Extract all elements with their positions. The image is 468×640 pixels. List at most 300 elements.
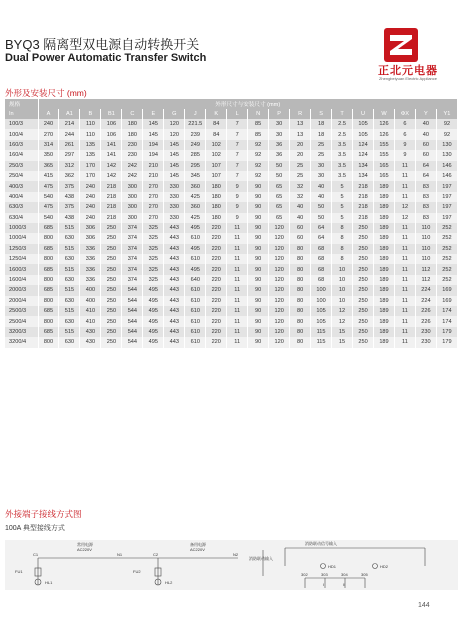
table-cell: 270	[143, 181, 164, 191]
table-cell: 25	[311, 140, 332, 150]
table-cell: 110	[415, 244, 436, 254]
table-cell: 12	[394, 202, 415, 212]
table-cell: 220	[206, 275, 227, 285]
spec-cell: 100/4	[5, 129, 38, 139]
table-cell: 5	[332, 202, 353, 212]
table-cell: 141	[101, 140, 122, 150]
table-row	[5, 233, 458, 243]
table-cell: 180	[206, 213, 227, 223]
table-cell: 145	[143, 119, 164, 129]
table-cell: 11	[227, 254, 248, 264]
table-cell: 30	[311, 171, 332, 181]
table-cell: 189	[374, 213, 395, 223]
table-cell: 685	[38, 244, 59, 254]
table-cell: 685	[38, 264, 59, 274]
table-cell: 226	[415, 316, 436, 326]
table-cell: 360	[185, 202, 206, 212]
table-cell: 155	[374, 150, 395, 160]
page-subtitle: Dual Power Automatic Transfer Switch	[5, 52, 207, 64]
table-cell: 214	[59, 119, 80, 129]
table-cell: 12	[332, 306, 353, 316]
table-cell: 40	[311, 181, 332, 191]
table-cell: 112	[415, 275, 436, 285]
table-cell: 105	[311, 316, 332, 326]
table-cell: 120	[269, 254, 290, 264]
table-cell: 83	[415, 192, 436, 202]
table-cell: 120	[269, 316, 290, 326]
terminal-302: 302	[301, 572, 308, 577]
table-cell: 145	[143, 129, 164, 139]
table-cell: 90	[248, 254, 269, 264]
table-cell: 135	[80, 140, 101, 150]
table-cell: 630	[59, 233, 80, 243]
table-cell: 400	[80, 296, 101, 306]
table-cell: 120	[269, 327, 290, 337]
column-header: W	[374, 109, 395, 119]
table-cell: 252	[436, 233, 457, 243]
table-cell: 630	[59, 275, 80, 285]
table-cell: 11	[227, 296, 248, 306]
table-cell: 374	[122, 223, 143, 233]
spec-cell: 3200/3	[5, 327, 38, 337]
table-cell: 90	[248, 306, 269, 316]
table-cell: 135	[80, 150, 101, 160]
table-cell: 80	[290, 275, 311, 285]
table-cell: 374	[122, 264, 143, 274]
table-cell: 105	[311, 306, 332, 316]
table-cell: 800	[38, 254, 59, 264]
table-cell: 438	[59, 213, 80, 223]
table-row	[5, 202, 458, 212]
column-header: C	[122, 109, 143, 119]
table-cell: 90	[248, 213, 269, 223]
table-cell: 250	[353, 285, 374, 295]
table-cell: 32	[290, 192, 311, 202]
table-cell: 80	[290, 296, 311, 306]
table-cell: 250	[353, 337, 374, 347]
table-cell: 224	[415, 296, 436, 306]
table-cell: 210	[143, 161, 164, 171]
table-cell: 11	[394, 233, 415, 243]
table-cell: 15	[332, 327, 353, 337]
table-cell: 194	[143, 140, 164, 150]
table-cell: 65	[269, 181, 290, 191]
column-header: P	[269, 109, 290, 119]
spec-cell: 630/4	[5, 213, 38, 223]
table-cell: 197	[436, 202, 457, 212]
table-row	[5, 316, 458, 326]
table-cell: 244	[59, 129, 80, 139]
table-cell: 218	[353, 192, 374, 202]
table-cell: 252	[436, 275, 457, 285]
table-cell: 425	[185, 213, 206, 223]
table-cell: 11	[394, 171, 415, 181]
table-cell: 410	[80, 306, 101, 316]
table-cell: 218	[353, 213, 374, 223]
table-cell: 102	[206, 150, 227, 160]
table-cell: 443	[164, 275, 185, 285]
table-cell: 610	[185, 296, 206, 306]
table-cell: 120	[164, 119, 185, 129]
column-header: T	[332, 109, 353, 119]
table-cell: 90	[248, 181, 269, 191]
table-cell: 134	[353, 171, 374, 181]
table-cell: 60	[415, 140, 436, 150]
table-cell: 221.5	[185, 119, 206, 129]
terminal-n2: N2	[233, 552, 239, 557]
table-cell: 610	[185, 337, 206, 347]
table-cell: 685	[38, 223, 59, 233]
spec-cell: 2000/3	[5, 285, 38, 295]
table-cell: 8	[332, 223, 353, 233]
logo-name-cn: 正北元电器	[378, 65, 438, 77]
table-cell: 610	[185, 306, 206, 316]
table-cell: 7	[227, 171, 248, 181]
column-header: S	[311, 109, 332, 119]
table-cell: 800	[38, 337, 59, 347]
table-cell: 475	[38, 181, 59, 191]
table-cell: 443	[164, 296, 185, 306]
table-cell: 11	[394, 327, 415, 337]
table-cell: 40	[290, 202, 311, 212]
table-cell: 295	[185, 161, 206, 171]
table-cell: 5	[332, 181, 353, 191]
spec-cell: 250/3	[5, 161, 38, 171]
table-cell: 218	[101, 181, 122, 191]
table-cell: 495	[143, 285, 164, 295]
table-cell: 11	[394, 244, 415, 254]
table-cell: 495	[185, 264, 206, 274]
column-header: N	[248, 109, 269, 119]
table-cell: 495	[143, 316, 164, 326]
dims-group-header: 外形尺寸与安装尺寸 (mm)	[38, 99, 458, 109]
table-cell: 374	[122, 233, 143, 243]
table-cell: 242	[122, 171, 143, 181]
table-cell: 336	[80, 254, 101, 264]
table-cell: 242	[122, 161, 143, 171]
table-cell: 11	[394, 296, 415, 306]
table-cell: 30	[269, 129, 290, 139]
table-cell: 250	[353, 244, 374, 254]
spec-cell: 160/3	[5, 140, 38, 150]
table-cell: 336	[80, 275, 101, 285]
table-cell: 250	[353, 306, 374, 316]
table-cell: 630	[59, 254, 80, 264]
table-row	[5, 223, 458, 233]
table-cell: 252	[436, 223, 457, 233]
table-cell: 11	[227, 275, 248, 285]
table-cell: 220	[206, 264, 227, 274]
lamp-hl2: HL2	[165, 580, 173, 585]
table-cell: 9	[394, 150, 415, 160]
table-cell: 174	[436, 306, 457, 316]
table-cell: 60	[415, 150, 436, 160]
table-cell: 65	[269, 213, 290, 223]
table-cell: 106	[101, 129, 122, 139]
column-header: B	[80, 109, 101, 119]
table-cell: 220	[206, 285, 227, 295]
table-cell: 252	[436, 244, 457, 254]
terminal-mark-i: I	[323, 582, 325, 587]
fire-input-vertical-label: 消防联动输入	[249, 556, 273, 561]
table-cell: 218	[101, 192, 122, 202]
table-cell: 11	[394, 223, 415, 233]
terminal-304: 304	[341, 572, 348, 577]
table-cell: 40	[415, 129, 436, 139]
table-cell: 189	[374, 244, 395, 254]
table-cell: 270	[38, 129, 59, 139]
zbyd-logo-mark-icon	[384, 28, 418, 62]
table-cell: 685	[38, 306, 59, 316]
table-cell: 189	[374, 181, 395, 191]
table-cell: 130	[436, 150, 457, 160]
table-cell: 250	[353, 316, 374, 326]
table-cell: 9	[227, 213, 248, 223]
table-cell: 11	[227, 233, 248, 243]
table-cell: 240	[80, 213, 101, 223]
spec-cell: 1250/3	[5, 244, 38, 254]
wiring-diagram	[5, 540, 458, 590]
spec-cell: 2000/4	[5, 296, 38, 306]
table-cell: 220	[206, 223, 227, 233]
table-cell: 141	[101, 150, 122, 160]
table-cell: 68	[311, 264, 332, 274]
table-cell: 544	[122, 316, 143, 326]
table-cell: 415	[38, 171, 59, 181]
table-cell: 261	[59, 140, 80, 150]
table-cell: 443	[164, 254, 185, 264]
column-header: A1	[59, 109, 80, 119]
table-cell: 189	[374, 264, 395, 274]
table-cell: 179	[436, 337, 457, 347]
table-cell: 218	[353, 202, 374, 212]
table-cell: 142	[101, 171, 122, 181]
table-cell: 36	[269, 150, 290, 160]
table-cell: 36	[269, 140, 290, 150]
table-cell: 197	[436, 181, 457, 191]
spec-cell: 400/4	[5, 192, 38, 202]
table-cell: 495	[143, 296, 164, 306]
table-cell: 130	[436, 140, 457, 150]
table-cell: 107	[206, 171, 227, 181]
table-cell: 145	[164, 150, 185, 160]
table-cell: 11	[227, 306, 248, 316]
spec-cell: 2500/4	[5, 316, 38, 326]
table-cell: 210	[143, 171, 164, 181]
table-row	[5, 254, 458, 264]
table-cell: 80	[290, 254, 311, 264]
table-cell: 189	[374, 306, 395, 316]
table-cell: 220	[206, 337, 227, 347]
table-cell: 240	[38, 119, 59, 129]
table-cell: 515	[59, 223, 80, 233]
table-cell: 180	[122, 129, 143, 139]
table-cell: 189	[374, 316, 395, 326]
table-cell: 306	[80, 233, 101, 243]
column-header: B1	[101, 109, 122, 119]
table-cell: 250	[101, 244, 122, 254]
table-cell: 60	[290, 223, 311, 233]
table-cell: 92	[436, 129, 457, 139]
table-cell: 10	[332, 264, 353, 274]
lamp-hl1: HL1	[45, 580, 53, 585]
table-row	[5, 181, 458, 191]
section-title-dimensions: 外形及安装尺寸 (mm)	[5, 88, 87, 98]
table-cell: 68	[311, 275, 332, 285]
table-cell: 189	[374, 202, 395, 212]
table-cell: 336	[80, 264, 101, 274]
table-cell: 90	[248, 244, 269, 254]
table-row	[5, 192, 458, 202]
column-header: Y1	[436, 109, 457, 119]
table-cell: 230	[122, 150, 143, 160]
table-cell: 630	[59, 337, 80, 347]
backup-power-label: 备用电源	[190, 542, 206, 547]
table-cell: 250	[101, 327, 122, 337]
table-cell: 430	[80, 327, 101, 337]
table-cell: 306	[80, 223, 101, 233]
wiring-subtitle: 100A 典型接线方式	[5, 525, 65, 532]
table-cell: 120	[269, 296, 290, 306]
table-row	[5, 119, 458, 129]
table-cell: 11	[227, 327, 248, 337]
table-cell: 20	[290, 140, 311, 150]
table-cell: 30	[269, 119, 290, 129]
table-cell: 800	[38, 296, 59, 306]
spec-header: 规格	[5, 99, 38, 109]
table-cell: 11	[394, 316, 415, 326]
table-cell: 9	[227, 181, 248, 191]
table-row	[5, 337, 458, 347]
table-cell: 18	[311, 119, 332, 129]
table-cell: 180	[122, 119, 143, 129]
table-cell: 189	[374, 337, 395, 347]
table-cell: 800	[38, 275, 59, 285]
table-cell: 124	[353, 140, 374, 150]
table-cell: 189	[374, 327, 395, 337]
table-cell: 250	[353, 296, 374, 306]
table-cell: 120	[269, 285, 290, 295]
table-row	[5, 327, 458, 337]
table-cell: 375	[59, 181, 80, 191]
normal-voltage-label: AC220V	[77, 547, 92, 552]
table-cell: 250	[353, 223, 374, 233]
table-cell: 374	[122, 244, 143, 254]
table-cell: 11	[394, 181, 415, 191]
page-number: 144	[418, 602, 430, 609]
table-cell: 65	[269, 192, 290, 202]
table-cell: 189	[374, 233, 395, 243]
table-cell: 250	[101, 223, 122, 233]
table-cell: 220	[206, 316, 227, 326]
table-row	[5, 213, 458, 223]
table-cell: 300	[122, 213, 143, 223]
table-cell: 240	[80, 181, 101, 191]
column-header: Y	[415, 109, 436, 119]
column-header: In	[5, 109, 38, 119]
table-cell: 374	[122, 254, 143, 264]
table-cell: 330	[164, 202, 185, 212]
table-cell: 325	[143, 233, 164, 243]
table-cell: 194	[143, 150, 164, 160]
table-cell: 430	[80, 337, 101, 347]
table-cell: 438	[59, 192, 80, 202]
table-cell: 83	[415, 181, 436, 191]
table-cell: 126	[374, 129, 395, 139]
table-cell: 230	[415, 327, 436, 337]
table-cell: 443	[164, 337, 185, 347]
table-cell: 6	[394, 129, 415, 139]
table-cell: 544	[122, 306, 143, 316]
table-cell: 189	[374, 254, 395, 264]
table-cell: 3.5	[332, 150, 353, 160]
table-cell: 220	[206, 233, 227, 243]
table-cell: 120	[269, 223, 290, 233]
table-cell: 7	[227, 129, 248, 139]
table-cell: 80	[290, 337, 311, 347]
table-cell: 145	[164, 161, 185, 171]
table-cell: 350	[38, 150, 59, 160]
table-cell: 105	[353, 129, 374, 139]
table-cell: 297	[59, 150, 80, 160]
table-cell: 110	[415, 233, 436, 243]
dimensions-table	[5, 99, 458, 348]
table-cell: 92	[248, 150, 269, 160]
table-cell: 64	[311, 233, 332, 243]
column-header: U	[353, 109, 374, 119]
terminal-c1: C1	[33, 552, 39, 557]
brand-logo	[364, 28, 452, 84]
table-cell: 12	[394, 213, 415, 223]
table-cell: 610	[185, 316, 206, 326]
table-cell: 64	[415, 171, 436, 181]
table-cell: 68	[311, 254, 332, 264]
table-cell: 218	[101, 202, 122, 212]
table-cell: 64	[311, 223, 332, 233]
normal-power-label: 常用电源	[77, 542, 93, 547]
table-cell: 3.5	[332, 140, 353, 150]
table-cell: 110	[80, 119, 101, 129]
spec-cell: 1000/3	[5, 223, 38, 233]
column-header: G	[164, 109, 185, 119]
table-cell: 83	[415, 213, 436, 223]
table-cell: 8	[332, 244, 353, 254]
table-cell: 60	[290, 233, 311, 243]
table-row	[5, 140, 458, 150]
table-cell: 443	[164, 285, 185, 295]
table-cell: 11	[394, 161, 415, 171]
column-header: ΦX	[394, 109, 415, 119]
table-cell: 630	[59, 316, 80, 326]
table-cell: 85	[248, 119, 269, 129]
table-cell: 50	[269, 171, 290, 181]
table-cell: 80	[290, 306, 311, 316]
table-cell: 230	[122, 140, 143, 150]
terminal-303: 303	[321, 572, 328, 577]
table-cell: 610	[185, 254, 206, 264]
table-cell: 325	[143, 244, 164, 254]
table-cell: 11	[227, 316, 248, 326]
table-cell: 226	[415, 306, 436, 316]
table-cell: 330	[164, 181, 185, 191]
table-cell: 495	[143, 306, 164, 316]
table-cell: 102	[206, 140, 227, 150]
table-column-header-row	[5, 109, 458, 119]
table-cell: 800	[38, 316, 59, 326]
table-cell: 250	[101, 275, 122, 285]
table-cell: 610	[185, 233, 206, 243]
table-cell: 544	[122, 296, 143, 306]
